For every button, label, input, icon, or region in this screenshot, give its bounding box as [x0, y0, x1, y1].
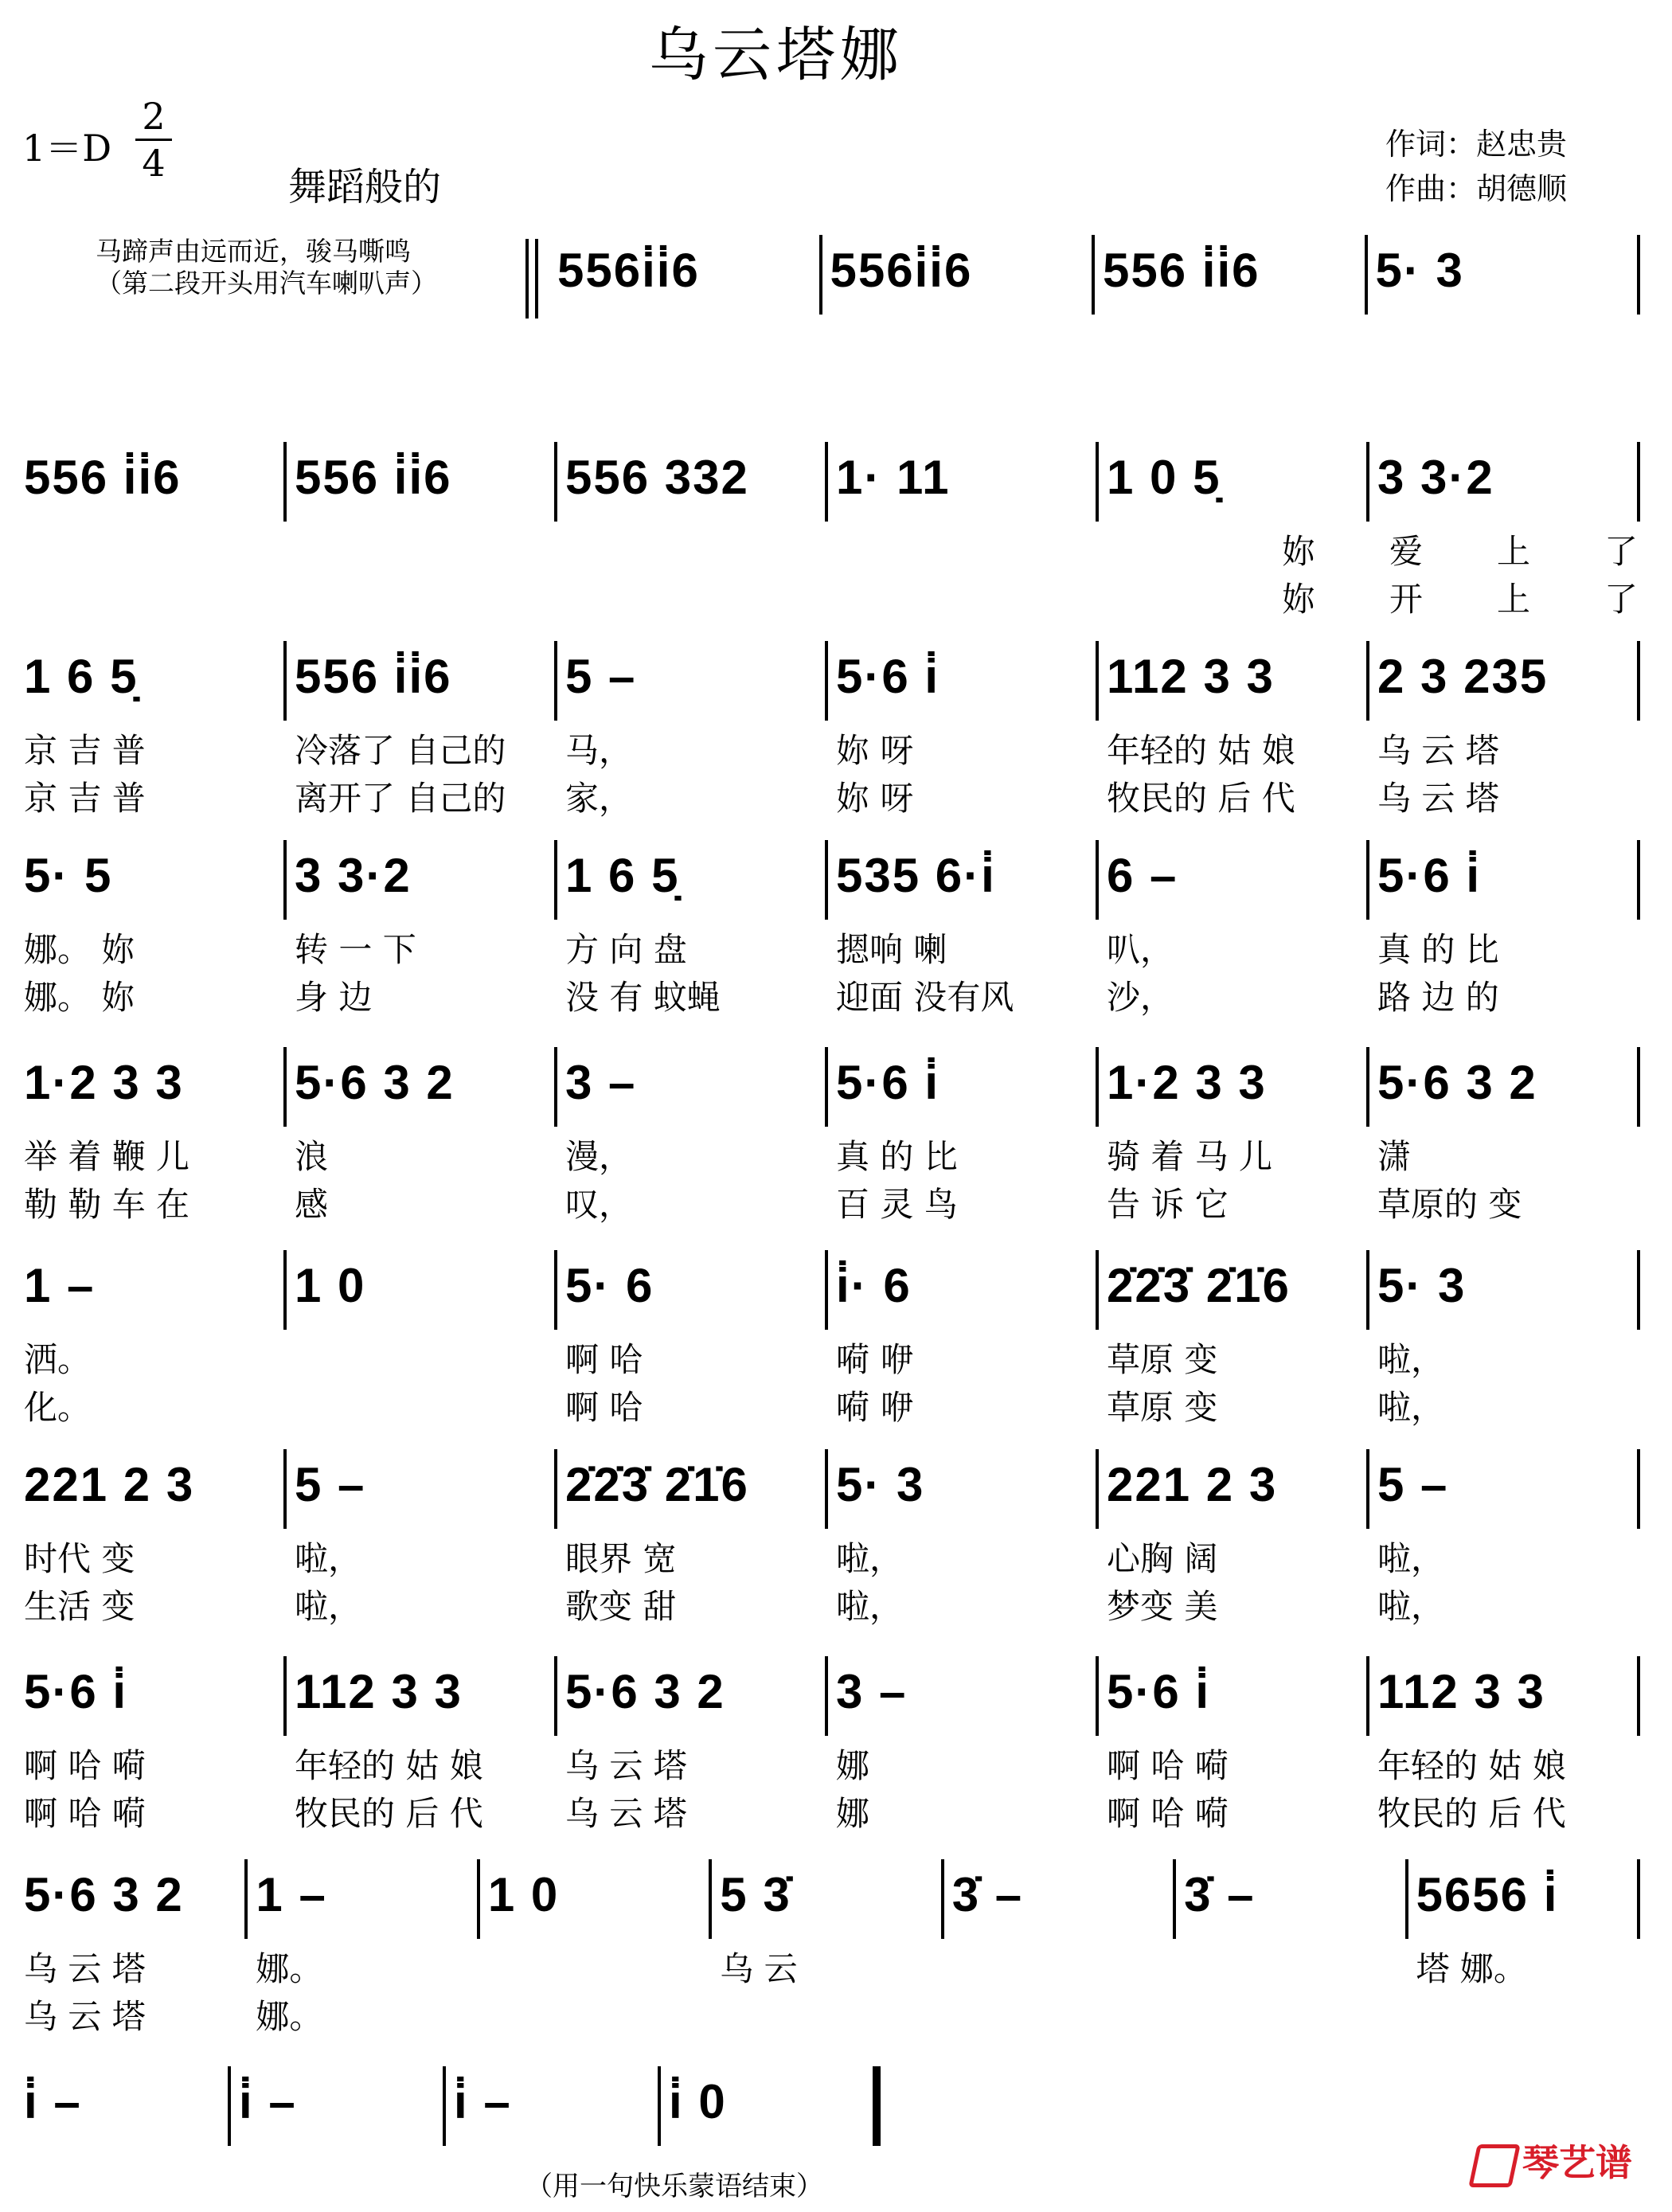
barline: [825, 1047, 828, 1127]
barline: [873, 2066, 881, 2146]
lyric-verse-1: 漫，: [565, 1137, 633, 1176]
barline: [1637, 235, 1640, 315]
barline: [283, 641, 287, 721]
lyric-verse-2: 离开了 自己的: [295, 779, 506, 818]
measure-notes: i̇ –: [239, 2075, 297, 2128]
measure-notes: 556i̇i̇6: [557, 244, 700, 297]
barline: [283, 1250, 287, 1330]
measure-notes: 2̇2̇3̇ 2̇1̇6: [565, 1458, 749, 1511]
measure-notes: 1·2 3 3: [1107, 1056, 1267, 1109]
lyric-verse-1: 叭，: [1107, 930, 1174, 969]
lyric-verse-1: 真 的 比: [836, 1137, 958, 1176]
measure-notes: 5·6 3 2: [1377, 1056, 1537, 1109]
barline: [244, 1859, 248, 1939]
barline: [709, 1859, 712, 1939]
barline: [658, 2066, 661, 2146]
measure-notes: 112 3 3: [1377, 1665, 1545, 1718]
barline: [228, 2066, 231, 2146]
measure-notes: 1 0: [487, 1868, 560, 1921]
barline: [1096, 1250, 1099, 1330]
lyric-verse-1: 乌 云 塔: [565, 1746, 687, 1785]
lyric-verse-1: 啊 哈 嗬: [24, 1746, 146, 1785]
measure-notes: 535 6·i̇: [836, 849, 996, 902]
lyric-verse-2: 牧民的 后 代: [295, 1794, 483, 1833]
measure-notes: 2̇2̇3̇ 2̇1̇6: [1107, 1259, 1291, 1312]
lyric-verse-2: 啦，: [1377, 1587, 1445, 1626]
barline: [825, 641, 828, 721]
measure-notes: 556 i̇i̇6: [295, 650, 452, 703]
barline: [1096, 1449, 1099, 1529]
intro-note-line-1: 马蹄声由远而近，骏马嘶鸣: [96, 236, 411, 267]
barline: [1637, 1656, 1640, 1736]
measure-notes: 5· 3: [1375, 244, 1464, 297]
lyric-verse-2: 没 有 蚊蝇: [565, 978, 721, 1017]
barline: [1096, 442, 1099, 522]
lyric-verse-1: 年轻的 姑 娘: [295, 1746, 483, 1785]
barline: [819, 235, 822, 315]
lyric-verse-2: 牧民的 后 代: [1377, 1794, 1566, 1833]
barline: [1365, 235, 1368, 315]
measure-notes: 5· 3: [1377, 1259, 1467, 1312]
measure-notes: 3 –: [836, 1665, 908, 1718]
measure-notes: 3 –: [565, 1056, 637, 1109]
tempo-marking: 舞蹈般的: [288, 165, 442, 209]
barline: [1366, 442, 1369, 522]
barline: [1637, 1250, 1640, 1330]
barline: [1637, 1859, 1640, 1939]
lyric-verse-2: 啦，: [836, 1587, 904, 1626]
ending-note: （用一句快乐蒙语结束）: [525, 2171, 823, 2202]
measure-notes: 3 3·2: [1377, 451, 1494, 504]
intro-note: [96, 236, 437, 299]
barline: [554, 1449, 557, 1529]
lyric-verse-2: 开: [1389, 580, 1424, 619]
barline: [554, 1047, 557, 1127]
barline: [477, 1859, 480, 1939]
song-title: 乌云塔娜: [649, 21, 904, 89]
barline: [1366, 1449, 1369, 1529]
measure-notes: 1 0: [295, 1259, 366, 1312]
measure-notes: 1 0 5̣: [1107, 451, 1221, 504]
repeat-start-barline: [525, 239, 529, 319]
lyric-verse-1: 眼界 宽: [565, 1539, 677, 1578]
lyric-verse-2: 妳: [1282, 580, 1316, 619]
lyric-verse-1: 嗬 咿: [836, 1340, 914, 1379]
measure-notes: i̇ –: [24, 2075, 82, 2128]
lyric-verse-1: 转 一 下: [295, 930, 416, 969]
barline: [1366, 1656, 1369, 1736]
measure-notes: 556i̇i̇6: [830, 244, 973, 297]
lyric-verse-2: 妳 呀: [836, 779, 914, 818]
measure-notes: 5 –: [1377, 1458, 1449, 1511]
lyricist-credit: 作词：赵忠贵: [1385, 127, 1568, 162]
time-signature-bottom: 4: [142, 142, 166, 185]
barline: [1637, 1449, 1640, 1529]
barline: [825, 1449, 828, 1529]
lyric-verse-1: 乌 云 塔: [1377, 731, 1499, 770]
measure-notes: 556 332: [565, 451, 749, 504]
barline: [554, 442, 557, 522]
lyric-verse-1: 洒。: [24, 1340, 92, 1379]
lyric-verse-1: 娜。 妳: [24, 930, 135, 969]
barline: [1366, 1047, 1369, 1127]
lyric-verse-2: 乌 云 塔: [1377, 779, 1499, 818]
measure-notes: 5·6 3 2: [24, 1868, 184, 1921]
barline: [1637, 442, 1640, 522]
lyric-verse-2: 告 诉 它: [1107, 1185, 1229, 1224]
barline: [1366, 840, 1369, 920]
measure-notes: 5 3̇: [720, 1868, 791, 1921]
time-signature: [135, 94, 172, 186]
measure-notes: 112 3 3: [295, 1665, 463, 1718]
measure-notes: 1 –: [256, 1868, 327, 1921]
lyric-verse-1: 时代 变: [24, 1539, 135, 1578]
barline: [283, 1449, 287, 1529]
measure-notes: 1 6 5̣: [24, 650, 139, 703]
watermark-text: 琴艺谱: [1522, 2141, 1632, 2184]
time-signature-top: 2: [135, 94, 172, 141]
lyric-verse-2: 歌变 甜: [565, 1587, 677, 1626]
measure-notes: 5· 3: [836, 1458, 925, 1511]
lyric-verse-1: 浪: [295, 1137, 329, 1176]
lyric-verse-2: 乌 云 塔: [24, 1997, 146, 2036]
barline: [825, 840, 828, 920]
measure-notes: 5·6 i̇: [24, 1665, 128, 1718]
measure-notes: 5 –: [565, 650, 637, 703]
intro-note-line-2: （第二段开头用汽车喇叭声）: [96, 268, 437, 299]
measure-notes: 221 2 3: [24, 1458, 195, 1511]
barline: [443, 2066, 446, 2146]
barline: [554, 1656, 557, 1736]
lyric-verse-1: 马，: [565, 731, 633, 770]
lyric-verse-2: 京 吉 普: [24, 779, 146, 818]
lyric-verse-1: 塔 娜。: [1416, 1949, 1527, 1988]
measure-notes: 556 i̇i̇6: [24, 451, 182, 504]
measure-notes: 5· 6: [565, 1259, 654, 1312]
lyric-verse-1: 方 向 盘: [565, 930, 687, 969]
measure-notes: 5·6 i̇: [1377, 849, 1482, 902]
barline: [283, 1047, 287, 1127]
barline: [554, 641, 557, 721]
lyric-verse-1: 骑 着 马 儿: [1107, 1137, 1273, 1176]
measure-notes: 1 6 5̣: [565, 849, 680, 902]
barline: [1405, 1859, 1408, 1939]
lyric-verse-2: 草原 变: [1107, 1388, 1218, 1427]
lyric-verse-2: 草原的 变: [1377, 1185, 1522, 1224]
lyric-verse-1: 冷落了 自己的: [295, 731, 506, 770]
barline: [1096, 641, 1099, 721]
measure-notes: 221 2 3: [1107, 1458, 1278, 1511]
logo-icon: [1468, 2144, 1520, 2187]
barline: [1366, 641, 1369, 721]
barline: [283, 1656, 287, 1736]
measure-notes: 1· 11: [836, 451, 951, 504]
barline: [1173, 1859, 1176, 1939]
lyric-verse-1: 啊 哈: [565, 1340, 643, 1379]
measure-notes: 5·6 i̇: [836, 1056, 940, 1109]
measure-notes: 3 3·2: [295, 849, 412, 902]
lyric-verse-1: 心胸 阔: [1107, 1539, 1218, 1578]
composer-credit: 作曲：胡德顺: [1385, 171, 1568, 206]
lyric-verse-1: 啊 哈 嗬: [1107, 1746, 1229, 1785]
lyric-verse-2: 身 边: [295, 978, 373, 1017]
measure-notes: 112 3 3: [1107, 650, 1275, 703]
lyric-verse-2: 勒 勒 车 在: [24, 1185, 190, 1224]
lyric-verse-2: 牧民的 后 代: [1107, 779, 1295, 818]
measure-notes: 5·6 i̇: [1107, 1665, 1211, 1718]
lyric-verse-2: 啊 哈 嗬: [1107, 1794, 1229, 1833]
barline: [1366, 1250, 1369, 1330]
barline: [554, 1250, 557, 1330]
barline: [825, 1250, 828, 1330]
lyric-verse-2: 感: [295, 1185, 329, 1224]
measure-notes: 5·6 3 2: [295, 1056, 455, 1109]
measure-notes: 3̇ –: [951, 1868, 1024, 1921]
lyric-verse-2: 生活 变: [24, 1587, 135, 1626]
lyric-verse-1: 摁响 喇: [836, 930, 947, 969]
measure-notes: 556 i̇i̇6: [1103, 244, 1260, 297]
lyric-verse-2: 娜。 妳: [24, 978, 135, 1017]
lyric-verse-2: 梦变 美: [1107, 1587, 1218, 1626]
lyric-verse-2: 路 边 的: [1377, 978, 1499, 1017]
barline: [1637, 641, 1640, 721]
measure-notes: 6 –: [1107, 849, 1178, 902]
lyric-verse-2: 迎面 没有风: [836, 978, 1014, 1017]
lyric-verse-2: 啊 哈 嗬: [24, 1794, 146, 1833]
lyric-verse-1: 乌 云 塔: [24, 1949, 146, 1988]
key-signature: 1＝D: [22, 127, 112, 170]
lyric-verse-1: 妳 呀: [836, 731, 914, 770]
lyric-verse-2: 啦，: [295, 1587, 362, 1626]
measure-notes: 5· 5: [24, 849, 113, 902]
lyric-verse-1: 啦，: [295, 1539, 362, 1578]
barline: [1637, 1047, 1640, 1127]
lyric-verse-1: 娜: [836, 1746, 870, 1785]
measure-notes: 556 i̇i̇6: [295, 451, 452, 504]
measure-notes: 3̇ –: [1184, 1868, 1256, 1921]
lyric-verse-2: 沙，: [1107, 978, 1174, 1017]
lyric-verse-1: 真 的 比: [1377, 930, 1499, 969]
lyric-verse-2: 了: [1604, 580, 1639, 619]
lyric-verse-1: 了: [1604, 532, 1639, 571]
lyric-verse-1: 爱: [1389, 532, 1424, 571]
lyric-verse-2: 啦，: [1377, 1388, 1445, 1427]
barline: [825, 442, 828, 522]
measure-notes: 5·6 i̇: [836, 650, 940, 703]
lyric-verse-1: 娜。: [256, 1949, 323, 1988]
barline: [1092, 235, 1095, 315]
lyric-verse-2: 叹，: [565, 1185, 633, 1224]
lyric-verse-2: 上: [1497, 580, 1531, 619]
lyric-verse-1: 啦，: [836, 1539, 904, 1578]
barline: [1096, 1656, 1099, 1736]
lyric-verse-1: 啦，: [1377, 1340, 1445, 1379]
barline: [941, 1859, 944, 1939]
barline: [1637, 840, 1640, 920]
barline: [1096, 1047, 1099, 1127]
lyric-verse-1: 乌 云: [720, 1949, 798, 1988]
lyric-verse-2: 娜: [836, 1794, 870, 1833]
lyric-verse-1: 啦，: [1377, 1539, 1445, 1578]
lyric-verse-2: 乌 云 塔: [565, 1794, 687, 1833]
lyric-verse-1: 年轻的 姑 娘: [1377, 1746, 1566, 1785]
measure-notes: 1·2 3 3: [24, 1056, 184, 1109]
measure-notes: 5656 i̇: [1416, 1868, 1559, 1921]
measure-notes: i̇· 6: [836, 1259, 912, 1312]
lyric-verse-2: 化。: [24, 1388, 92, 1427]
lyric-verse-1: 京 吉 普: [24, 731, 146, 770]
lyric-verse-2: 百 灵 鸟: [836, 1185, 958, 1224]
lyric-verse-1: 潇: [1377, 1137, 1412, 1176]
measure-notes: 5·6 3 2: [565, 1665, 725, 1718]
lyric-verse-2: 嗬 咿: [836, 1388, 914, 1427]
barline: [554, 840, 557, 920]
barline: [825, 1656, 828, 1736]
lyric-verse-2: 啊 哈: [565, 1388, 643, 1427]
measure-notes: i̇ 0: [669, 2075, 727, 2128]
measure-notes: i̇ –: [454, 2075, 512, 2128]
lyric-verse-1: 草原 变: [1107, 1340, 1218, 1379]
barline: [283, 442, 287, 522]
measure-notes: 5 –: [295, 1458, 366, 1511]
measure-notes: 2 3 235: [1377, 650, 1549, 703]
lyric-verse-1: 妳: [1282, 532, 1316, 571]
lyric-verse-2: 家，: [565, 779, 633, 818]
lyric-verse-1: 举 着 鞭 儿: [24, 1137, 190, 1176]
lyric-verse-1: 年轻的 姑 娘: [1107, 731, 1295, 770]
barline: [283, 840, 287, 920]
lyric-verse-1: 上: [1497, 532, 1531, 571]
barline: [1096, 840, 1099, 920]
lyric-verse-2: 娜。: [256, 1997, 323, 2036]
measure-notes: 1 –: [24, 1259, 96, 1312]
watermark-logo: [1473, 2134, 1632, 2187]
